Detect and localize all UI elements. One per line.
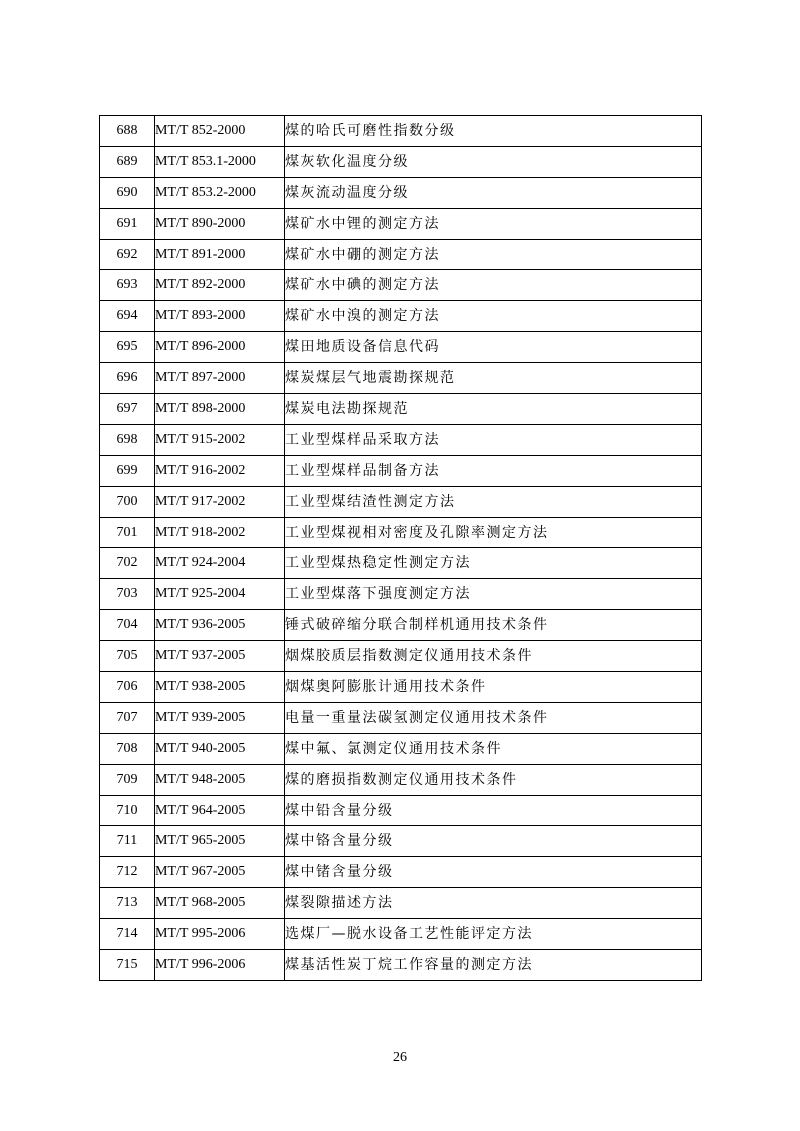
row-number-cell: 688: [100, 116, 155, 147]
standard-code-cell: MT/T 853.2-2000: [155, 177, 285, 208]
standards-table-body: [100, 116, 702, 981]
standard-code-cell: MT/T 964-2005: [155, 795, 285, 826]
row-number-cell: 713: [100, 888, 155, 919]
row-number-cell: 706: [100, 672, 155, 703]
table-row: [100, 641, 702, 672]
standard-code-cell: MT/T 939-2005: [155, 702, 285, 733]
standard-code-cell: MT/T 898-2000: [155, 394, 285, 425]
row-number-cell: 696: [100, 363, 155, 394]
standard-code-cell: MT/T 937-2005: [155, 641, 285, 672]
standard-code-cell: MT/T 967-2005: [155, 857, 285, 888]
table-row: [100, 579, 702, 610]
standard-name-cell: 烟煤奥阿膨胀计通用技术条件: [285, 672, 702, 703]
standard-name-cell: 工业型煤结渣性测定方法: [285, 486, 702, 517]
standard-name-cell: 煤裂隙描述方法: [285, 888, 702, 919]
row-number-cell: 703: [100, 579, 155, 610]
row-number-cell: 690: [100, 177, 155, 208]
standard-code-cell: MT/T 938-2005: [155, 672, 285, 703]
standard-name-cell: 煤中铅含量分级: [285, 795, 702, 826]
row-number-cell: 691: [100, 208, 155, 239]
row-number-cell: 694: [100, 301, 155, 332]
standard-name-cell: 电量一重量法碳氢测定仪通用技术条件: [285, 702, 702, 733]
standard-name-cell: 煤田地质设备信息代码: [285, 332, 702, 363]
table-row: [100, 733, 702, 764]
row-number-cell: 712: [100, 857, 155, 888]
standard-name-cell: 工业型煤视相对密度及孔隙率测定方法: [285, 517, 702, 548]
row-number-cell: 695: [100, 332, 155, 363]
row-number-cell: 698: [100, 424, 155, 455]
standard-name-cell: 工业型煤热稳定性测定方法: [285, 548, 702, 579]
standard-name-cell: 煤矿水中锂的测定方法: [285, 208, 702, 239]
standard-name-cell: 煤炭电法勘探规范: [285, 394, 702, 425]
row-number-cell: 697: [100, 394, 155, 425]
table-row: [100, 208, 702, 239]
row-number-cell: 700: [100, 486, 155, 517]
standard-name-cell: 煤的磨损指数测定仪通用技术条件: [285, 764, 702, 795]
row-number-cell: 708: [100, 733, 155, 764]
standard-code-cell: MT/T 892-2000: [155, 270, 285, 301]
standard-name-cell: 煤中铬含量分级: [285, 826, 702, 857]
table-row: [100, 363, 702, 394]
table-row: [100, 548, 702, 579]
standard-code-cell: MT/T 925-2004: [155, 579, 285, 610]
standard-name-cell: 煤矿水中碘的测定方法: [285, 270, 702, 301]
standard-name-cell: 烟煤胶质层指数测定仪通用技术条件: [285, 641, 702, 672]
standard-name-cell: 煤中氟、氯测定仪通用技术条件: [285, 733, 702, 764]
row-number-cell: 699: [100, 455, 155, 486]
table-row: [100, 394, 702, 425]
row-number-cell: 711: [100, 826, 155, 857]
row-number-cell: 715: [100, 950, 155, 981]
standard-code-cell: MT/T 936-2005: [155, 610, 285, 641]
standard-name-cell: 工业型煤样品制备方法: [285, 455, 702, 486]
standard-code-cell: MT/T 924-2004: [155, 548, 285, 579]
row-number-cell: 689: [100, 146, 155, 177]
standard-name-cell: 煤的哈氏可磨性指数分级: [285, 116, 702, 147]
row-number-cell: 692: [100, 239, 155, 270]
standard-name-cell: 煤灰流动温度分级: [285, 177, 702, 208]
standard-name-cell: 选煤厂—脱水设备工艺性能评定方法: [285, 919, 702, 950]
standard-name-cell: 工业型煤落下强度测定方法: [285, 579, 702, 610]
standard-code-cell: MT/T 891-2000: [155, 239, 285, 270]
standard-name-cell: 锤式破碎缩分联合制样机通用技术条件: [285, 610, 702, 641]
standard-name-cell: 工业型煤样品采取方法: [285, 424, 702, 455]
table-row: [100, 857, 702, 888]
standard-code-cell: MT/T 896-2000: [155, 332, 285, 363]
table-row: [100, 301, 702, 332]
standard-code-cell: MT/T 853.1-2000: [155, 146, 285, 177]
row-number-cell: 707: [100, 702, 155, 733]
table-row: [100, 270, 702, 301]
row-number-cell: 710: [100, 795, 155, 826]
standard-code-cell: MT/T 893-2000: [155, 301, 285, 332]
standard-name-cell: 煤炭煤层气地震勘探规范: [285, 363, 702, 394]
table-row: [100, 888, 702, 919]
standard-code-cell: MT/T 916-2002: [155, 455, 285, 486]
table-row: [100, 332, 702, 363]
standard-name-cell: 煤矿水中硼的测定方法: [285, 239, 702, 270]
standard-code-cell: MT/T 897-2000: [155, 363, 285, 394]
page-number: 26: [393, 1050, 407, 1065]
standard-code-cell: MT/T 948-2005: [155, 764, 285, 795]
row-number-cell: 709: [100, 764, 155, 795]
standard-code-cell: MT/T 918-2002: [155, 517, 285, 548]
standards-table: [99, 115, 702, 981]
standard-name-cell: 煤基活性炭丁烷工作容量的测定方法: [285, 950, 702, 981]
standard-code-cell: MT/T 915-2002: [155, 424, 285, 455]
row-number-cell: 702: [100, 548, 155, 579]
table-row: [100, 517, 702, 548]
table-row: [100, 826, 702, 857]
standard-code-cell: MT/T 917-2002: [155, 486, 285, 517]
row-number-cell: 705: [100, 641, 155, 672]
table-row: [100, 146, 702, 177]
standard-name-cell: 煤灰软化温度分级: [285, 146, 702, 177]
row-number-cell: 693: [100, 270, 155, 301]
standard-name-cell: 煤中锗含量分级: [285, 857, 702, 888]
standard-code-cell: MT/T 890-2000: [155, 208, 285, 239]
standard-code-cell: MT/T 940-2005: [155, 733, 285, 764]
standard-code-cell: MT/T 965-2005: [155, 826, 285, 857]
table-row: [100, 702, 702, 733]
table-row: [100, 764, 702, 795]
row-number-cell: 701: [100, 517, 155, 548]
standard-code-cell: MT/T 852-2000: [155, 116, 285, 147]
table-row: [100, 116, 702, 147]
standard-name-cell: 煤矿水中溴的测定方法: [285, 301, 702, 332]
standard-code-cell: MT/T 995-2006: [155, 919, 285, 950]
standard-code-cell: MT/T 996-2006: [155, 950, 285, 981]
table-row: [100, 950, 702, 981]
table-row: [100, 177, 702, 208]
row-number-cell: 704: [100, 610, 155, 641]
table-row: [100, 919, 702, 950]
row-number-cell: 714: [100, 919, 155, 950]
table-row: [100, 424, 702, 455]
table-row: [100, 455, 702, 486]
table-row: [100, 239, 702, 270]
table-row: [100, 795, 702, 826]
table-row: [100, 610, 702, 641]
table-row: [100, 672, 702, 703]
table-row: [100, 486, 702, 517]
standard-code-cell: MT/T 968-2005: [155, 888, 285, 919]
